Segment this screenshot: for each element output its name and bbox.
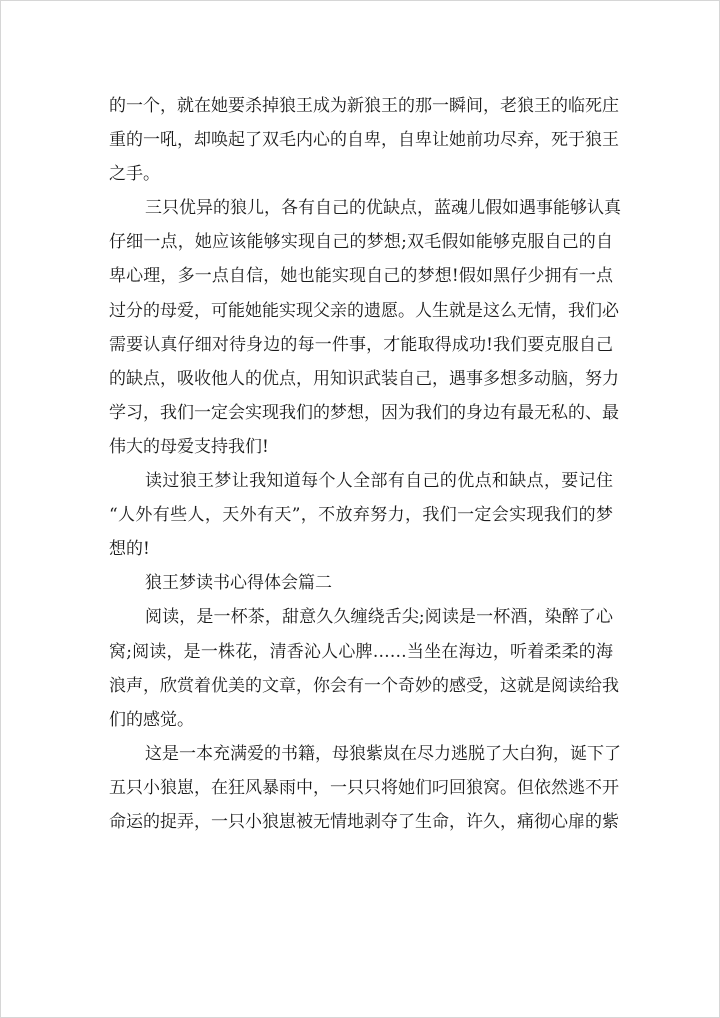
text-line: 三只优异的狼儿，各有自己的优缺点，蓝魂儿假如遇事能够认真 xyxy=(145,198,621,219)
text-line: 读过狼王梦让我知道每个人全部有自己的优点和缺点，要记住 xyxy=(145,471,613,492)
section-heading xyxy=(109,566,613,600)
text-line: 重的一吼，却唤起了双毛内心的自卑，自卑让她前功尽弃，死于狼王 xyxy=(109,130,619,151)
text-line: 命运的捉弄，一只小狼崽被无情地剥夺了生命，许久，痛彻心扉的紫 xyxy=(109,811,619,832)
text-line: 这是一本充满爱的书籍，母狼紫岚在尽力逃脱了大白狗，诞下了 xyxy=(145,743,621,764)
text-line: 的缺点，吸收他人的优点，用知识武装自己，遇事多想多动脑，努力 xyxy=(109,368,619,389)
text-line: 浪声，欣赏着优美的文章，你会有一个奇妙的感受，这就是阅读给我 xyxy=(109,675,619,696)
text-line: “人外有些人，天外有天”，不放弃努力，我们一定会实现我们的梦 xyxy=(109,505,613,526)
text-line: 仔细一点，她应该能够实现自己的梦想;双毛假如能够克服自己的自 xyxy=(109,232,613,253)
text-line: 阅读，是一杯茶，甜意久久缠绕舌尖;阅读是一杯酒，染醉了心 xyxy=(145,607,613,628)
paragraph-2 xyxy=(109,191,621,464)
text-line: 卑心理，多一点自信，她也能实现自己的梦想!假如黑仔少拥有一点 xyxy=(109,266,613,287)
paragraph-3 xyxy=(109,464,613,566)
paragraph-5 xyxy=(109,737,621,839)
text-line: 想的! xyxy=(109,539,150,560)
document-body xyxy=(109,89,621,839)
text-line: 之手。 xyxy=(109,164,160,185)
text-line: 窝;阅读，是一株花，清香沁人心脾……当坐在海边，听着柔柔的海 xyxy=(109,641,613,662)
text-line: 需要认真仔细对待身边的每一件事，才能取得成功!我们要克服自己 xyxy=(109,334,613,355)
text-line: 们的感觉。 xyxy=(109,709,194,730)
text-line: 五只小狼崽，在狂风暴雨中，一只只将她们叼回狼窝。但依然逃不开 xyxy=(109,777,619,798)
text-line: 的一个，就在她要杀掉狼王成为新狼王的那一瞬间，老狼王的临死庄 xyxy=(109,96,619,116)
text-line: 伟大的母爱支持我们! xyxy=(109,436,269,457)
heading-line: 狼王梦读书心得体会篇二 xyxy=(145,573,332,594)
paragraph-4 xyxy=(109,600,619,736)
text-line: 过分的母爱，可能她能实现父亲的遗愿。人生就是这么无情，我们必 xyxy=(109,300,619,321)
paragraph-1 xyxy=(109,89,619,191)
text-line: 学习，我们一定会实现我们的梦想，因为我们的身边有最无私的、最 xyxy=(109,402,619,423)
